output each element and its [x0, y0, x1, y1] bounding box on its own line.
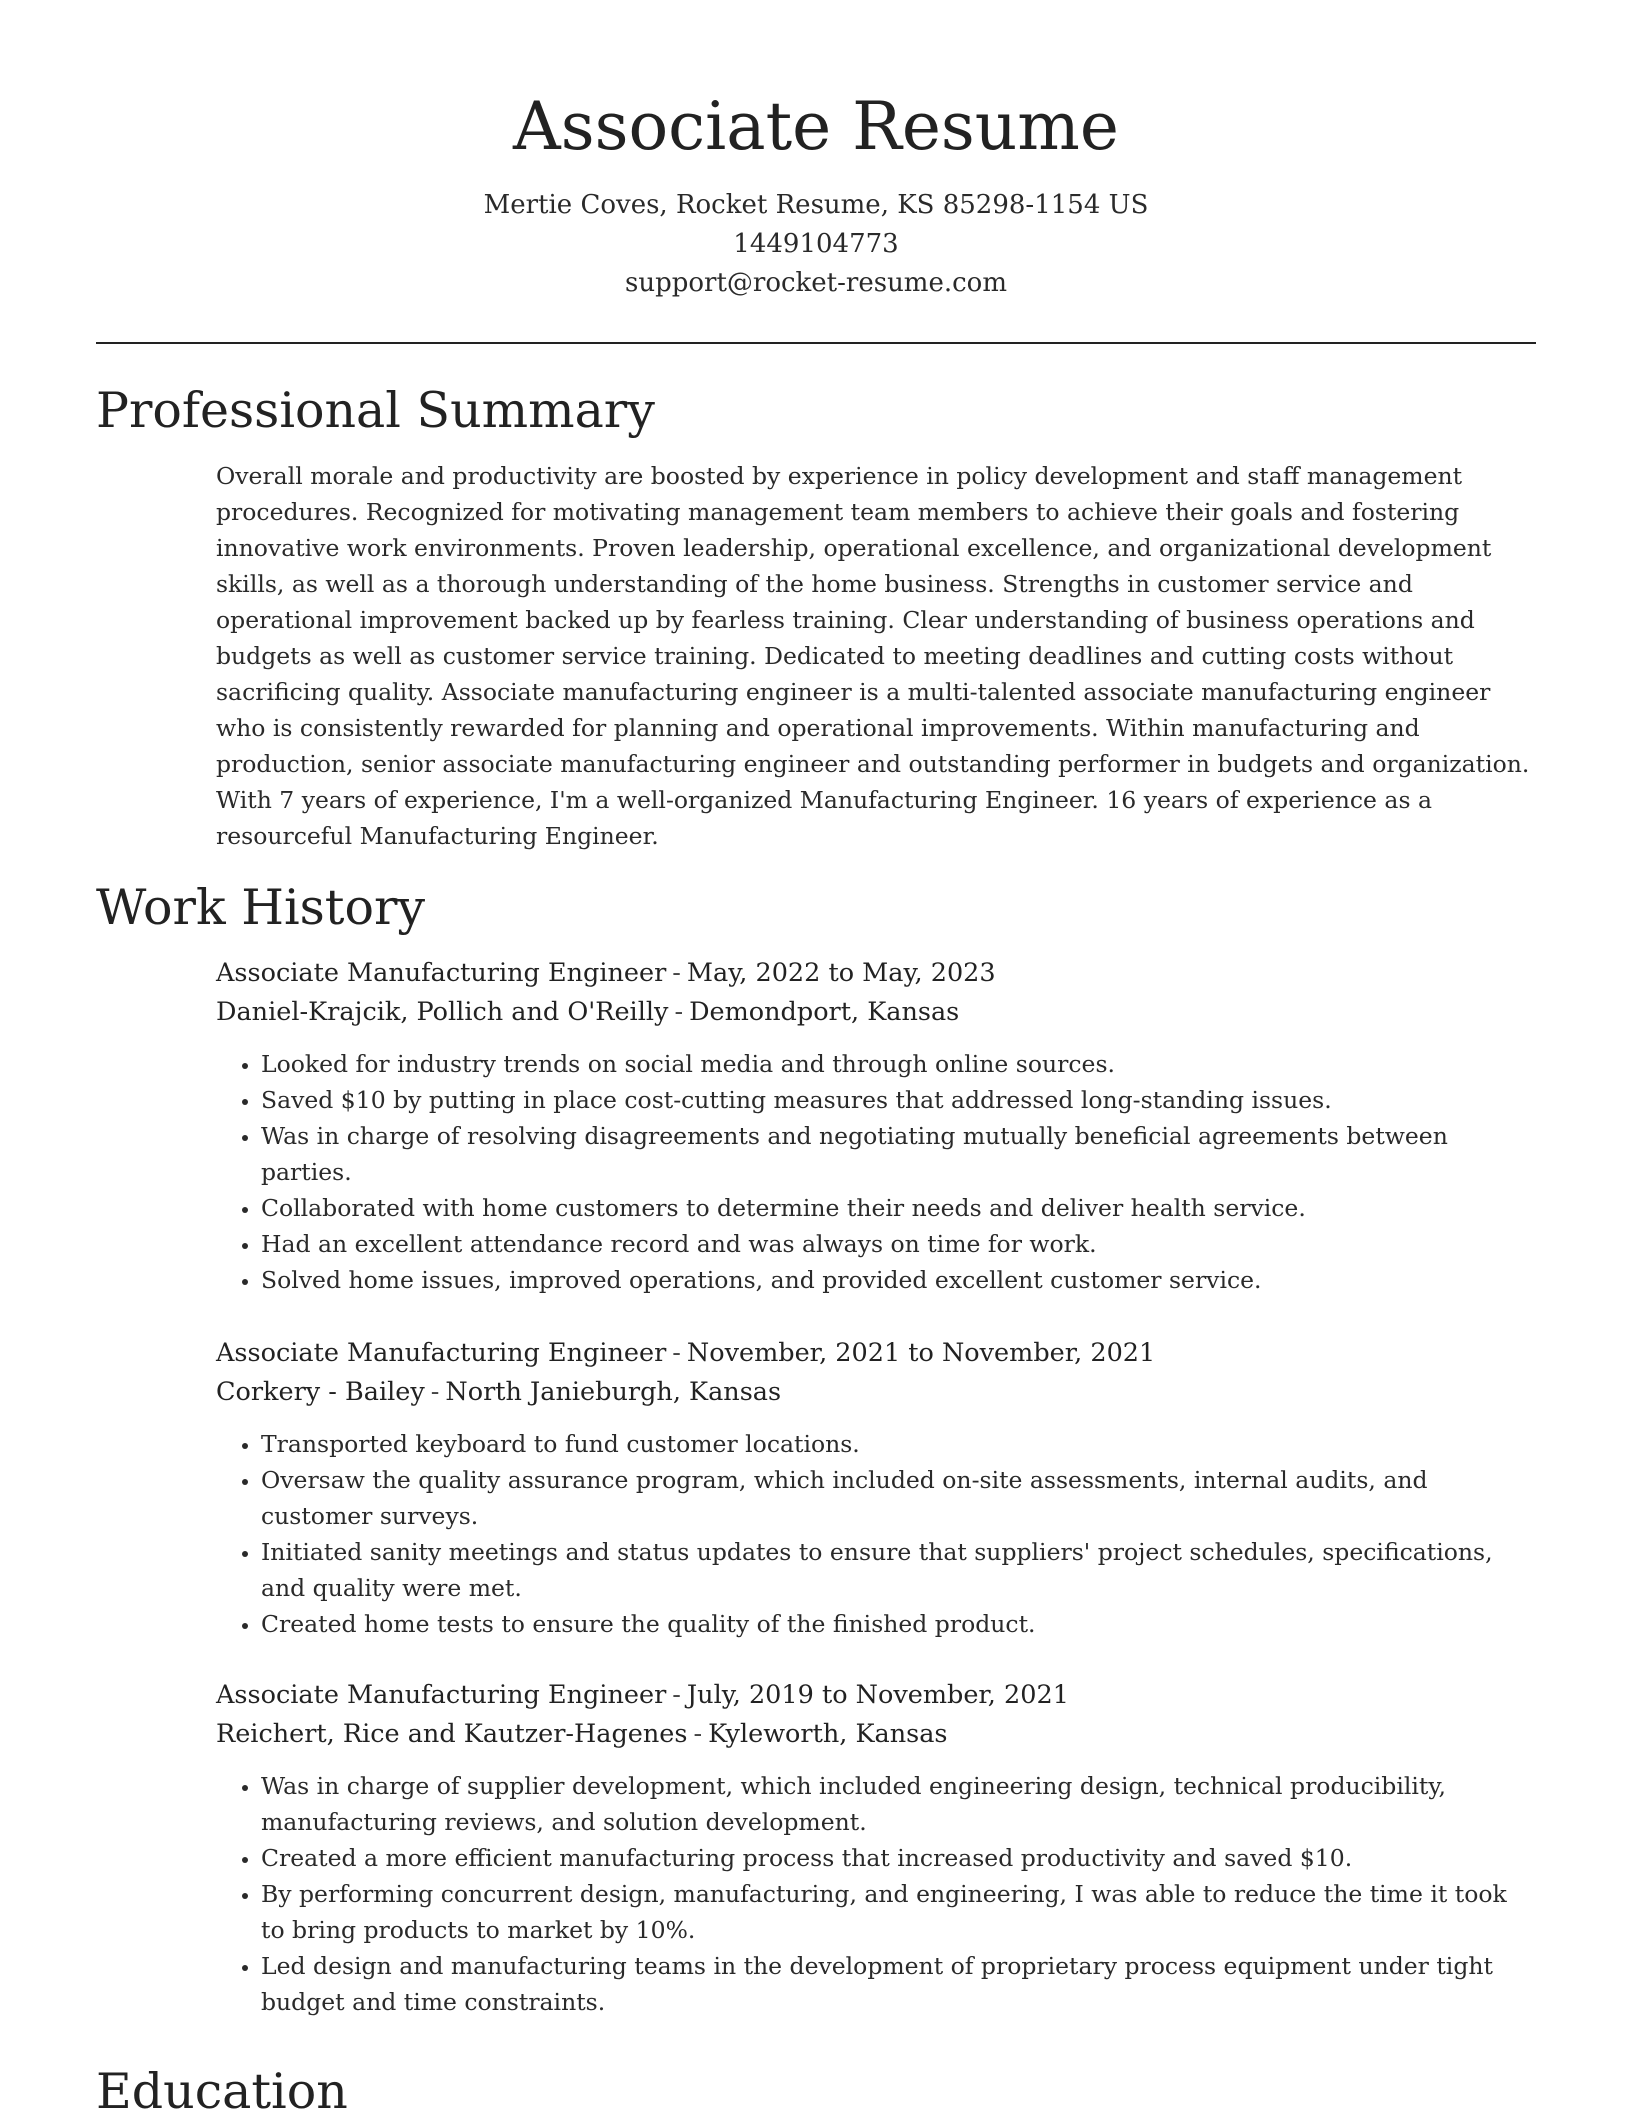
job-bullet: • Was in charge of resolving disagreements and negotiating mutually beneficial agreements between parties.: [261, 1118, 1536, 1190]
job-separator: -: [693, 1719, 703, 1749]
resume-title: Associate Resume: [513, 88, 1119, 165]
job-bullet: • Solved home issues, improved operations, and provided excellent customer service.: [261, 1262, 1536, 1298]
summary-text: Overall morale and productivity are boosted by experience in policy development and staff management procedures. Recognized for motivating management team members to achieve their goals and fostering innovative work environments. Proven leadership, operational excellence, and organizational development skills, as well as a thorough understanding of the home business. Strengths in customer service and operational improvement backed up by fearless training. Clear understanding of business operations and budgets as well as customer service training. Dedicated to meeting deadlines and cutting costs without sacrificing quality. Associate manufacturing engineer is a multi-talented associate manufacturing engineer who is consistently rewarded for planning and operational improvements. Within manufacturing and production, senior associate manufacturing engineer and outstanding performer in budgets and organization. With 7 years of experience, I'm a well-organized Manufacturing Engineer. 16 years of experience as a resourceful Manufacturing Engineer.: [216, 462, 1530, 850]
job-entry: [216, 954, 1536, 1298]
job-separator: -: [430, 1377, 440, 1407]
job-separator: -: [672, 958, 681, 988]
job-role: Associate Manufacturing Engineer: [216, 958, 667, 988]
job-company: Reichert, Rice and Kautzer-Hagenes: [216, 1719, 688, 1749]
job-location: North Janieburgh, Kansas: [445, 1377, 782, 1407]
job-role: Associate Manufacturing Engineer: [216, 1680, 667, 1710]
job-bullet-list: [216, 1046, 1536, 1298]
job-bullet: • Oversaw the quality assurance program, which included on-site assessments, internal audits, and customer surveys.: [261, 1462, 1536, 1534]
job-bullet-list: [216, 1426, 1536, 1642]
job-dates: May, 2022 to May, 2023: [686, 958, 996, 988]
job-bullet: • Was in charge of supplier development, which included engineering design, technical producibility, manufacturing reviews, and solution development.: [261, 1768, 1536, 1840]
job-title-line: [216, 1676, 1536, 1715]
job-bullet: • Looked for industry trends on social media and through online sources.: [261, 1046, 1536, 1082]
resume-header: [96, 82, 1536, 303]
summary-heading: Professional Summary: [96, 382, 655, 439]
job-bullet: • Led design and manufacturing teams in the development of proprietary process equipment under tight budget and time constraints.: [261, 1948, 1536, 2020]
job-separator: -: [672, 1338, 681, 1368]
job-bullet: • Created home tests to ensure the quality of the finished product.: [261, 1606, 1536, 1642]
job-company-line: [216, 1373, 1536, 1412]
summary-section: [216, 458, 1534, 854]
job-company-line: [216, 993, 1536, 1032]
contact-email[interactable]: support@rocket-resume.com: [624, 268, 1007, 298]
job-bullet: • Transported keyboard to fund customer locations.: [261, 1426, 1536, 1462]
contact-block: [96, 186, 1536, 303]
job-title-line: [216, 1334, 1536, 1373]
job-bullet: • Collaborated with home customers to determine their needs and deliver health service.: [261, 1190, 1536, 1226]
education-heading: Education: [96, 2063, 348, 2120]
job-bullet: • Had an excellent attendance record and was always on time for work.: [261, 1226, 1536, 1262]
job-bullet: • Created a more efficient manufacturing process that increased productivity and saved $10.: [261, 1840, 1536, 1876]
header-divider: [96, 342, 1536, 344]
job-company: Corkery - Bailey: [216, 1377, 425, 1407]
job-separator: -: [674, 997, 684, 1027]
job-entry: [216, 1334, 1536, 1642]
contact-address: Mertie Coves, Rocket Resume, KS 85298-1154 US: [483, 190, 1149, 220]
job-company-line: [216, 1715, 1536, 1754]
job-bullet: • By performing concurrent design, manufacturing, and engineering, I was able to reduce the time it took to bring products to market by 10%.: [261, 1876, 1536, 1948]
work-history-heading: Work History: [96, 879, 426, 936]
job-bullet: • Saved $10 by putting in place cost-cutting measures that addressed long-standing issues.: [261, 1082, 1536, 1118]
job-location: Kyleworth, Kansas: [708, 1719, 948, 1749]
job-entry: [216, 1676, 1536, 2020]
job-dates: July, 2019 to November, 2021: [686, 1680, 1069, 1710]
job-separator: -: [672, 1680, 681, 1710]
contact-phone: 1449104773: [733, 229, 899, 259]
job-company: Daniel-Krajcik, Pollich and O'Reilly: [216, 997, 669, 1027]
job-dates: November, 2021 to November, 2021: [686, 1338, 1156, 1368]
job-bullet-list: [216, 1768, 1536, 2020]
job-bullet: • Initiated sanity meetings and status updates to ensure that suppliers' project schedules, specifications, and quality were met.: [261, 1534, 1536, 1606]
job-location: Demondport, Kansas: [689, 997, 960, 1027]
job-title-line: [216, 954, 1536, 993]
job-role: Associate Manufacturing Engineer: [216, 1338, 667, 1368]
